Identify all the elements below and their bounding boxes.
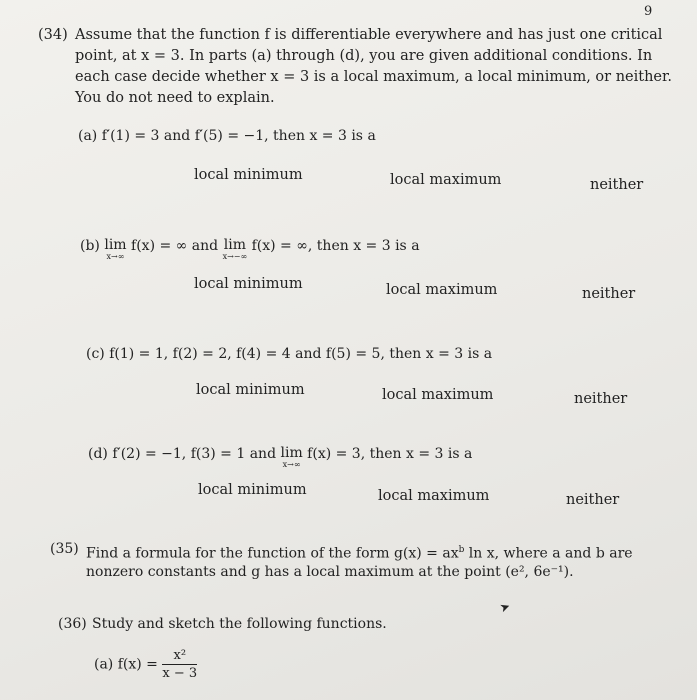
q36a-fraction [162, 648, 197, 681]
part-a-choice-neither[interactable]: neither [590, 177, 644, 193]
part-b-choice-neither[interactable]: neither [582, 286, 636, 302]
q36a-denominator: x − 3 [162, 666, 198, 681]
part-b-condition-2: f(x) = ∞, then x = 3 is a [251, 238, 420, 254]
part-d-lim-text: lim [280, 445, 303, 461]
part-b-condition-1: f(x) = ∞ and [131, 238, 219, 254]
q36a-label: (a) [94, 656, 114, 673]
q36a-numerator: x² [162, 648, 197, 665]
q35-exponent: b [458, 545, 465, 555]
question-34-number: (34) [38, 27, 68, 43]
part-c-statement [86, 346, 492, 362]
mouse-cursor-icon: ➤ [497, 598, 513, 616]
question-34-text [75, 25, 672, 109]
part-d-choice-neither[interactable]: neither [566, 492, 620, 508]
q35-line-1-start: Find a formula for the function of the form g(x) = ax [86, 545, 459, 562]
part-d-label: (d) [88, 446, 108, 462]
part-c-label: (c) [86, 346, 105, 362]
q34-line-2: point, at x = 3. In parts (a) through (d), you are given additional conditions. In [75, 48, 653, 64]
q35-line-2: nonzero constants and g has a local maximum at the point (e², 6e⁻¹). [86, 563, 574, 580]
q35-line-1-end: ln x, where a and b are [464, 545, 633, 562]
question-36a [94, 648, 197, 681]
question-36-number: (36) [58, 616, 87, 632]
part-b-statement [80, 238, 420, 261]
part-d-statement [88, 446, 472, 469]
part-b-lim-1-sub: x→∞ [106, 252, 125, 261]
part-b-limit-2 [223, 238, 248, 261]
part-b-lim-1-text: lim [104, 237, 127, 253]
part-c-choice-local-maximum[interactable]: local maximum [382, 387, 494, 403]
part-a-choice-local-minimum[interactable]: local minimum [194, 167, 303, 183]
part-b-lim-2-sub: x→−∞ [222, 252, 248, 261]
q34-line-3: each case decide whether x = 3 is a local maximum, a local minimum, or neither. [75, 69, 672, 85]
part-a-condition: f′(1) = 3 and f′(5) = −1, then x = 3 is a [101, 128, 376, 144]
q35-line-1 [86, 541, 633, 563]
part-a-label: (a) [78, 128, 98, 144]
q34-line-1: Assume that the function f is differentiable everywhere and has just one critical [75, 27, 663, 43]
part-a-statement [78, 128, 376, 144]
part-b-choice-local-minimum[interactable]: local minimum [194, 276, 303, 292]
question-35-text [86, 541, 633, 581]
part-c-choice-local-minimum[interactable]: local minimum [196, 382, 305, 398]
part-a-choice-local-maximum[interactable]: local maximum [390, 172, 502, 188]
q34-line-4: You do not need to explain. [75, 90, 275, 106]
part-d-choice-local-maximum[interactable]: local maximum [378, 488, 490, 504]
part-d-condition-1: f′(2) = −1, f(3) = 1 and [112, 446, 277, 462]
part-d-condition-2: f(x) = 3, then x = 3 is a [307, 446, 473, 462]
part-b-limit-1 [104, 238, 126, 261]
question-35-number: (35) [50, 541, 79, 557]
page-number: 9 [644, 4, 653, 19]
part-b-lim-2-text: lim [223, 237, 246, 253]
part-c-choice-neither[interactable]: neither [574, 391, 628, 407]
part-d-choice-local-minimum[interactable]: local minimum [198, 482, 307, 498]
part-c-condition: f(1) = 1, f(2) = 2, f(4) = 4 and f(5) = 5, then x = 3 is a [109, 346, 493, 362]
question-36-text: Study and sketch the following functions. [92, 616, 387, 632]
q36a-lhs: f(x) = [117, 656, 158, 673]
part-b-label: (b) [80, 238, 100, 254]
part-d-limit [280, 446, 302, 469]
part-b-choice-local-maximum[interactable]: local maximum [386, 282, 498, 298]
part-d-lim-sub: x→∞ [282, 460, 301, 469]
